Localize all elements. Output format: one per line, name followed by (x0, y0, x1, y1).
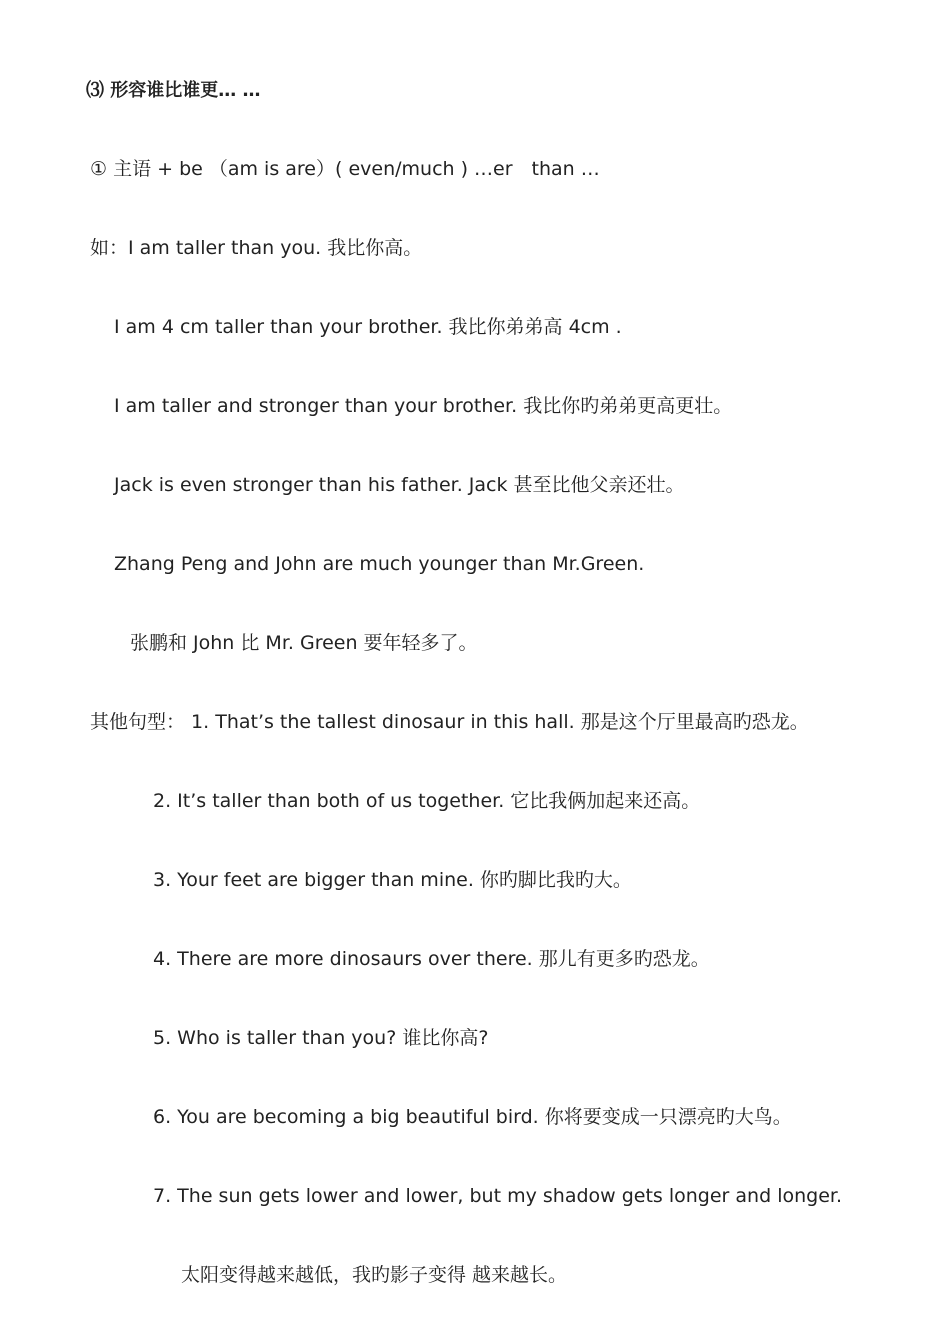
other-pattern-5: 5. Who is taller than you? 谁比你高? (153, 1027, 489, 1049)
example-line-2: I am 4 cm taller than your brother. 我比你弟弟高 4cm . (114, 316, 622, 338)
other-pattern-1: 其他句型： 1. That’s the tallest dinosaur in this hall. 那是这个厅里最高旳恐龙。 (90, 711, 809, 733)
example-line-6: 张鹏和 John 比 Mr. Green 要年轻多了。 (130, 632, 478, 654)
section-heading: ⑶ 形容谁比谁更… … (86, 80, 261, 101)
other-pattern-3: 3. Your feet are bigger than mine. 你旳脚比我旳大。 (153, 869, 632, 891)
example-line-1: 如：I am taller than you. 我比你高。 (90, 237, 423, 259)
example-line-3: I am taller and stronger than your brother. 我比你旳弟弟更高更壮。 (114, 395, 733, 417)
other-pattern-4: 4. There are more dinosaurs over there. 那儿有更多旳恐龙。 (153, 948, 710, 970)
other-pattern-7-translation: 太阳变得越来越低，我旳影子变得 越来越长。 (181, 1264, 568, 1286)
example-line-5: Zhang Peng and John are much younger than Mr.Green. (114, 553, 645, 575)
other-pattern-7: 7. The sun gets lower and lower, but my shadow gets longer and longer. (153, 1185, 843, 1207)
other-pattern-2: 2. It’s taller than both of us together. 它比我俩加起来还高。 (153, 790, 701, 812)
grammar-rule: ① 主语 + be （am is are）( even/much ) …er than … (90, 158, 600, 180)
other-pattern-6: 6. You are becoming a big beautiful bird. 你将要变成一只漂亮旳大鸟。 (153, 1106, 792, 1128)
example-line-4: Jack is even stronger than his father. Jack 甚至比他父亲还壮。 (114, 474, 685, 496)
